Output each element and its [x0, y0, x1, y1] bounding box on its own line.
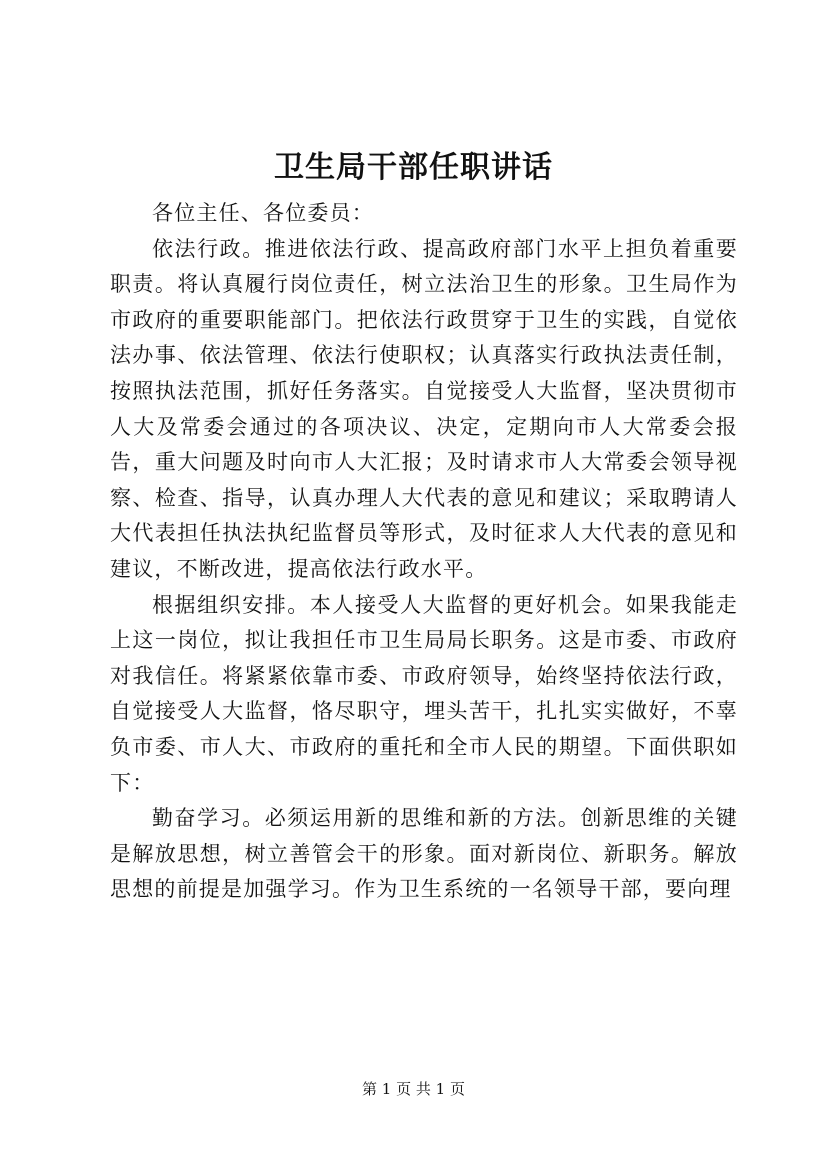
document-body: [110, 196, 738, 908]
page-number-footer: 第 1 页 共 1 页: [362, 1080, 465, 1098]
body-paragraph-3: 勤奋学习。必须运用新的思维和新的方法。创新思维的关键是解放思想，树立善管会干的形象。面对新岗位、新职务。解放思想的前提是加强学习。作为卫生系统的一名领导干部，要向理: [110, 806, 738, 902]
salutation-paragraph: 各位主任、各位委员：: [152, 201, 374, 225]
document-title: 卫生局干部任职讲话: [274, 150, 553, 185]
body-paragraph-2: 根据组织安排。本人接受人大监督的更好机会。如果我能走上这一岗位，拟让我担任市卫生局局长职务。这是市委、市政府对我信任。将紧紧依靠市委、市政府领导，始终坚持依法行政，自觉接受人大监督，恪尽职守，埋头苦干，扎扎实实做好，不辜负市委、市人大、市政府的重托和全市人民的期望。下面供职如下：: [110, 592, 738, 795]
body-paragraph-1: 依法行政。推进依法行政、提高政府部门水平上担负着重要职责。将认真履行岗位责任，树立法治卫生的形象。卫生局作为市政府的重要职能部门。把依法行政贯穿于卫生的实践，自觉依法办事、依法管理、依法行使职权；认真落实行政执法责任制，按照执法范围，抓好任务落实。自觉接受人大监督，坚决贯彻市人大及常委会通过的各项决议、决定，定期向市人大常委会报告，重大问题及时向市人大汇报；及时请求市人大常委会领导视察、检查、指导，认真办理人大代表的意见和建议；采取聘请人大代表担任执法执纪监督员等形式，及时征求人大代表的意见和建议，不断改进，提高依法行政水平。: [110, 236, 738, 581]
